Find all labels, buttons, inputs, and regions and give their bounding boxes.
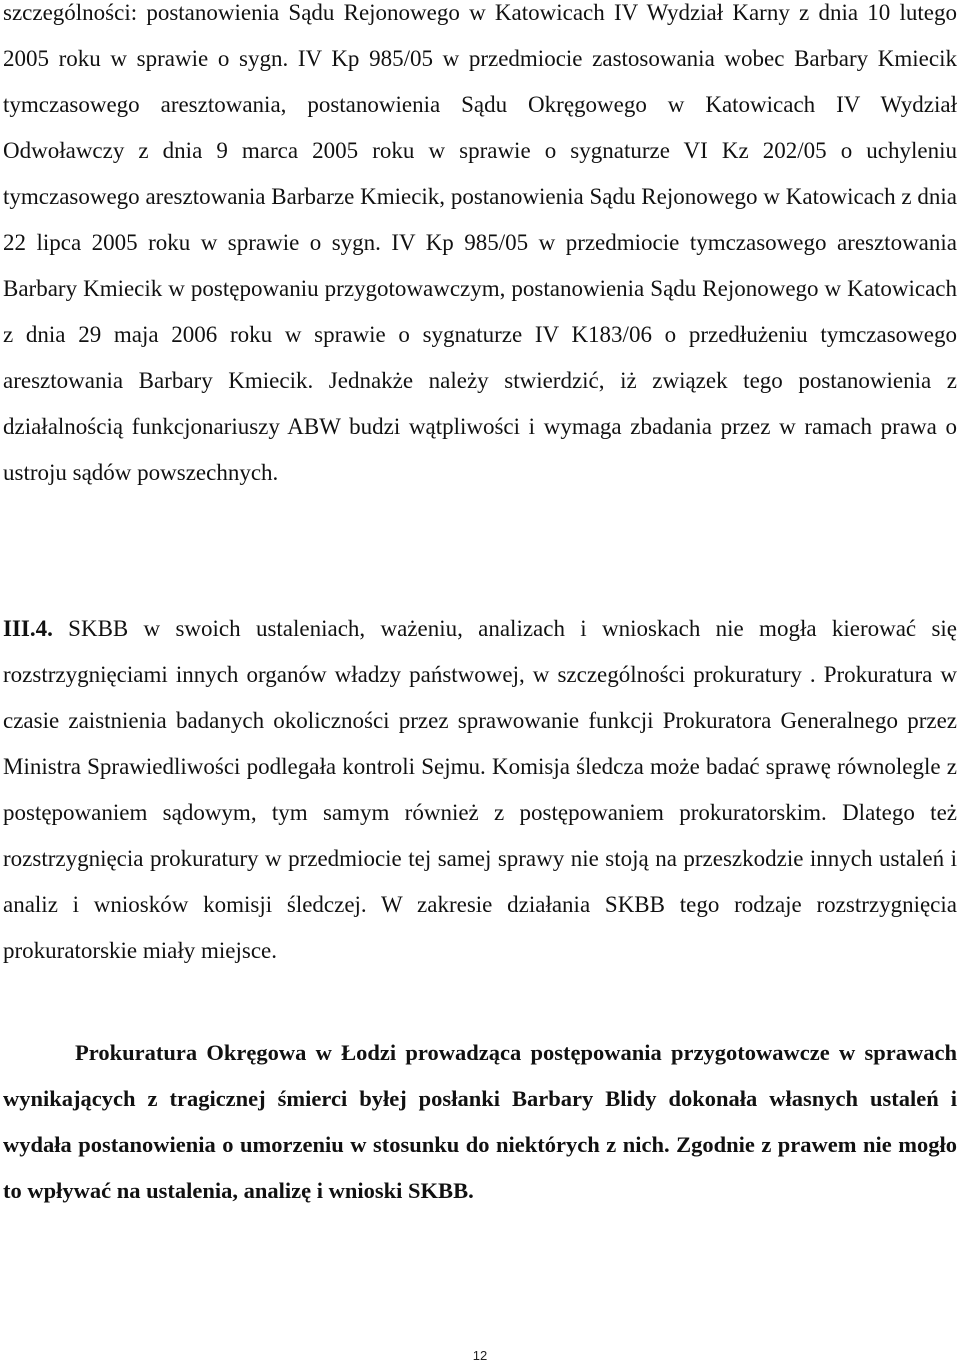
paragraph-court-decisions: szczególności: postanowienia Sądu Rejonowego w Katowicach IV Wydział Karny z dnia 10 lutego 2005 roku w sprawie o sygn. IV Kp 985/05 w przedmiocie zastosowania wobec Barbary Kmiecik tymczasowego aresztowania, postanowienia Sądu Okręgowego w Katowicach IV Wydział Odwoławczy z dnia 9 marca 2005 roku w sprawie o sygnaturze VI Kz 202/05 o uchyleniu tymczasowego aresztowania Barbarze Kmiecik, postanowienia Sądu Rejonowego w Katowicach z dnia 22 lipca 2005 roku w sprawie o sygn. IV Kp 985/05 w przedmiocie tymczasowego aresztowania Barbary Kmiecik w postępowaniu przygotowawczym, postanowienia Sądu Rejonowego w Katowicach z dnia 29 maja 2006 roku w sprawie o sygnaturze IV K183/06 o przedłużeniu tymczasowego aresztowania Barbary Kmiecik. Jednakże należy stwierdzić, iż związek tego postanowienia z działalnością funkcjonariuszy ABW budzi wątpliwości i wymaga zbadania przez w ramach prawa o ustroju sądów powszechnych.: [3, 0, 957, 485]
paragraph-section-iii-4-text: SKBB w swoich ustaleniach, ważeniu, analizach i wnioskach nie mogła kierować się rozstrzygnięciami innych organów władzy państwowej, w szczególności prokuratury . Prokuratura w czasie zaistnienia badanych okoliczności przez sprawowanie funkcji Prokuratora Generalnego przez Ministra Sprawiedliwości podlegała kontroli Sejmu. Komisja śledcza może badać sprawę równolegle z postępowaniem sądowym, tym samym również z postępowaniem prokuratorskim. Dlatego też rozstrzygnięcia prokuratury w przedmiocie tej samej sprawy nie stoją na przeszkodzie innych ustaleń i analiz i wniosków komisji śledczej. W zakresie działania SKBB tego rodzaje rozstrzygnięcia prokuratorskie miały miejsce.: [3, 616, 957, 963]
page-number: 12: [472, 1348, 488, 1363]
section-label: III.4.: [3, 616, 53, 641]
paragraph-prosecution-lodz-text: Prokuratura Okręgowa w Łodzi prowadząca postępowania przygotowawcze w sprawach wynikających z tragicznej śmierci byłej posłanki Barbary Blidy dokonała własnych ustaleń i wydała postanowienia o umorzeniu w stosunku do niektórych z nich. Zgodnie z prawem nie mogło to wpływać na ustalenia, analizę i wnioski SKBB.: [3, 1040, 957, 1203]
paragraph-prosecution-lodz: [3, 1030, 957, 1214]
paragraph-section-iii-4: [3, 606, 957, 974]
